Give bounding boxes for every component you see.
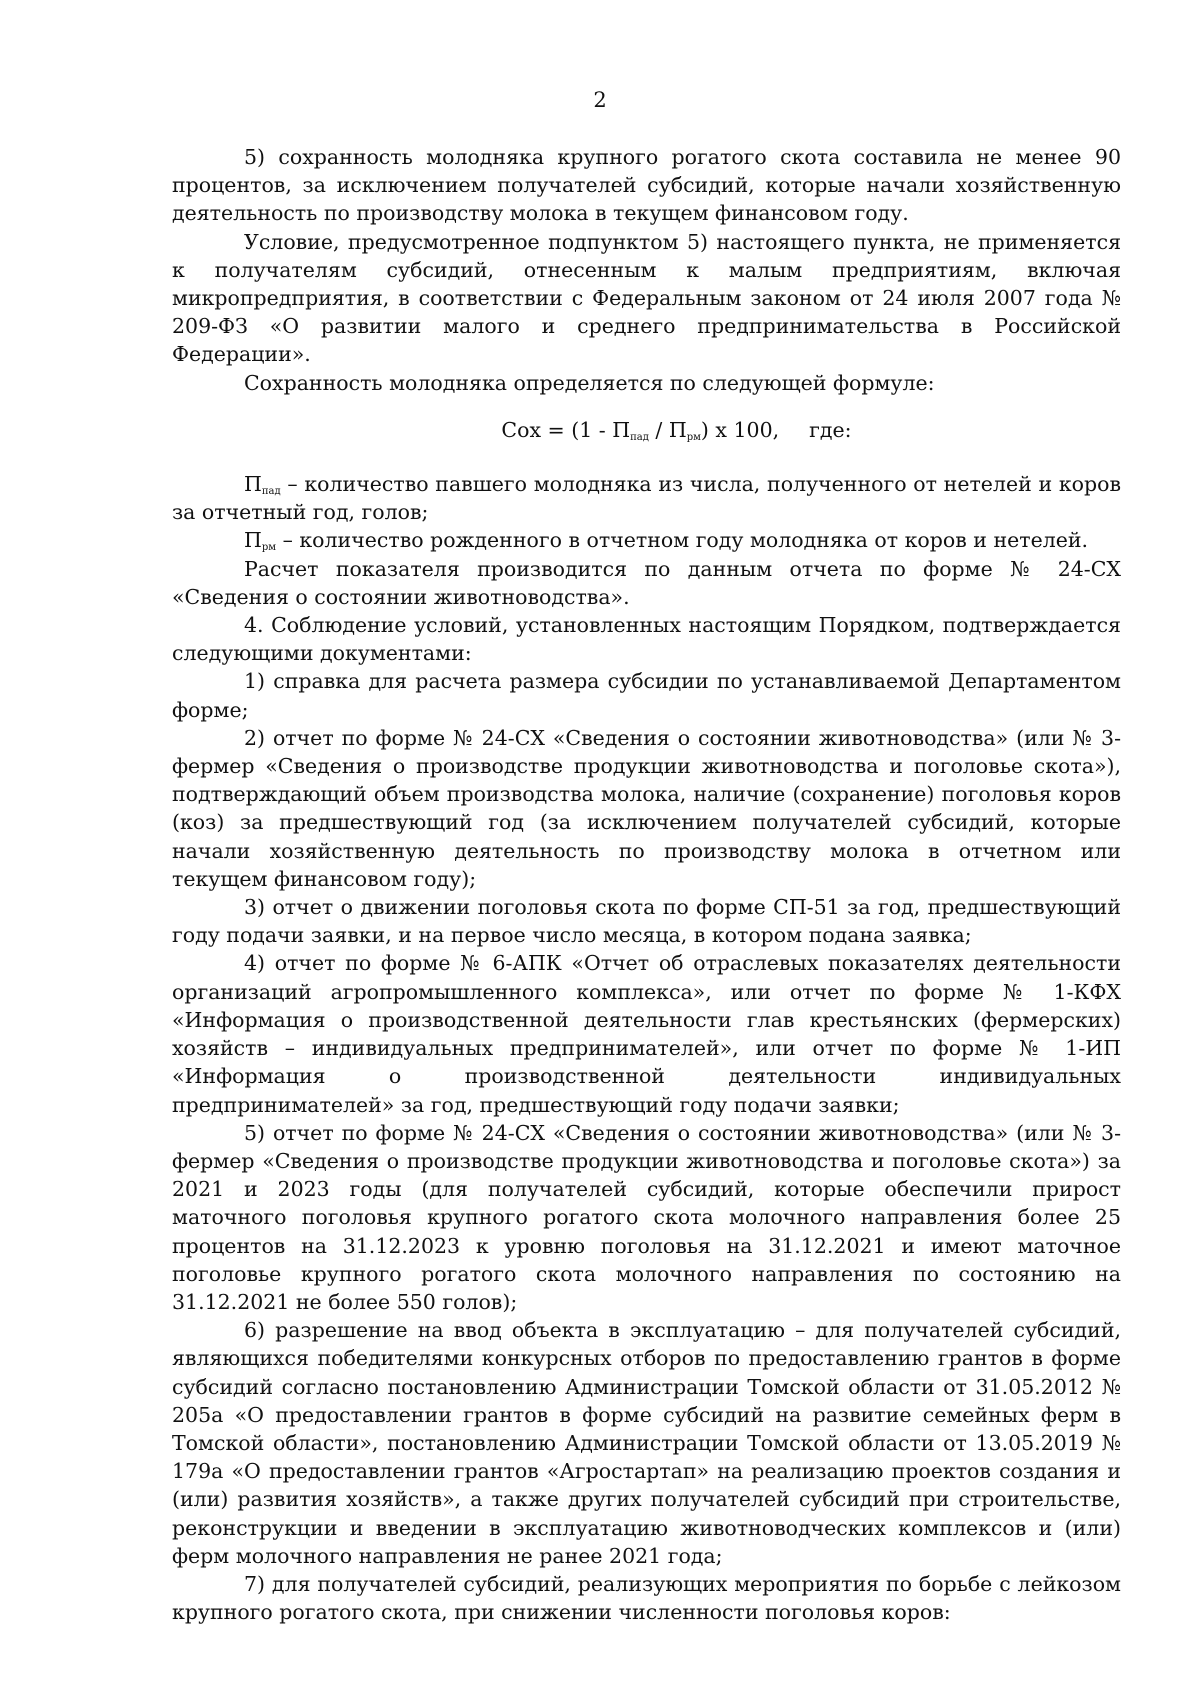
paragraph-item-5-preservation: 5) сохранность молодняка крупного рогатого скота составила не менее 90 процентов, за исключением получателей субсидий, которые начали хозяйственную деятельность по производству молока в текущем финансовом году. <box>172 145 1121 226</box>
list-item-7: 7) для получателей субсидий, реализующих мероприятия по борьбе с лейкозом крупного рогатого скота, при снижении численности поголовья коров: <box>172 1571 1121 1625</box>
formula-spacer <box>172 462 1121 470</box>
definition-symbol: П <box>244 528 262 553</box>
page-number: 2 <box>593 88 607 112</box>
list-item-5: 5) отчет по форме № 24-СХ «Сведения о состоянии животноводства» (или № 3-фермер «Сведения о производстве продукции животноводства и поголовье скота») за 2021 и 2023 годы (для получателей субсидий, которые обеспечили прирост маточного поголовья крупного рогатого скота молочного направления более 25 процентов на 31.12.2023 к уровню поголовья на 31.12.2021 и имеют маточное поголовье крупного рогатого скота молочного направления по состоянию на 31.12.2021 не более 550 голов); <box>172 1120 1121 1314</box>
formula-rhs: ) х 100, <box>700 417 780 442</box>
definition-text: – количество павшего молодняка из числа, полученного от нетелей и коров за отчетный год, голов; <box>172 472 1121 525</box>
list-item-3: 3) отчет о движении поголовья скота по форме СП-51 за год, предшествующий году подачи заявки, и на первое число месяца, в котором подана заявка; <box>172 895 1121 948</box>
definition-subscript: рм <box>261 542 277 554</box>
definition-subscript: пад <box>261 486 281 498</box>
definition-rm <box>172 526 1121 554</box>
document-body <box>172 143 1121 1626</box>
formula-subscript-pad: пад <box>630 431 649 443</box>
formula-mid: / П <box>648 417 687 442</box>
definition-pad <box>172 470 1121 526</box>
paragraph-calculation-source: Расчет показателя производится по данным отчета по форме № 24-СХ «Сведения о состоянии животноводства». <box>172 556 1121 609</box>
formula-lhs: Сох = (1 - П <box>501 417 631 442</box>
formula-subscript-rm: рм <box>686 431 701 443</box>
list-item-4: 4) отчет по форме № 6-АПК «Отчет об отраслевых показателях деятельности организаций агропромышленного комплекса», или отчет по форме № 1-КФХ «Информация о производственной деятельности глав крестьянских (фермерских) хозяйств – индивидуальных предпринимателей», или отчет по форме № 1-ИП «Информация о производственной деятельности индивидуальных предпринимателей» за год, предшествующий году подачи заявки; <box>172 951 1121 1117</box>
formula-where: где: <box>809 417 852 442</box>
list-item-6: 6) разрешение на ввод объекта в эксплуатацию – для получателей субсидий, являющихся победителями конкурсных отборов по предоставлению грантов в форме субсидий согласно постановлению Администрации Томской области от 31.05.2012 № 205а «О предоставлении грантов в форме субсидий на развитие семейных ферм в Томской области», постановлению Администрации Томской области от 13.05.2019 № 179а «О предоставлении грантов «Агростартап» на реализацию проектов создания и (или) развития хозяйств», а также других получателей субсидий при строительстве, реконструкции и введении в эксплуатацию животноводческих комплексов и (или) ферм молочного направления не ранее 2021 года; <box>172 1318 1121 1568</box>
paragraph-formula-intro: Сохранность молодняка определяется по следующей формуле: <box>244 370 935 395</box>
definition-symbol: П <box>244 472 262 497</box>
definition-text: – количество рожденного в отчетном году молодняка от коров и нетелей. <box>276 528 1089 553</box>
list-item-2: 2) отчет по форме № 24-СХ «Сведения о состоянии животноводства» (или № 3-фермер «Сведения о производстве продукции животноводства и поголовье скота»), подтверждающий объем производства молока, наличие (сохранение) поголовья коров (коз) за предшествующий год (за исключением получателей субсидий, которые начали хозяйственную деятельность по производству молока в отчетном или текущем финансовом году); <box>172 725 1121 891</box>
paragraph-condition-note: Условие, предусмотренное подпунктом 5) настоящего пункта, не применяется к получателям субсидий, отнесенным к малым предприятиям, включая микропредприятия, в соответствии с Федеральным законом от 24 июля 2007 года № 209-ФЗ «О развитии малого и среднего предпринимательства в Российской Федерации». <box>172 229 1121 367</box>
list-item-1: 1) справка для расчета размера субсидии по устанавливаемой Департаментом форме; <box>172 669 1121 722</box>
paragraph-section-4: 4. Соблюдение условий, установленных настоящим Порядком, подтверждается следующими документами: <box>172 613 1121 666</box>
formula <box>172 416 1121 444</box>
